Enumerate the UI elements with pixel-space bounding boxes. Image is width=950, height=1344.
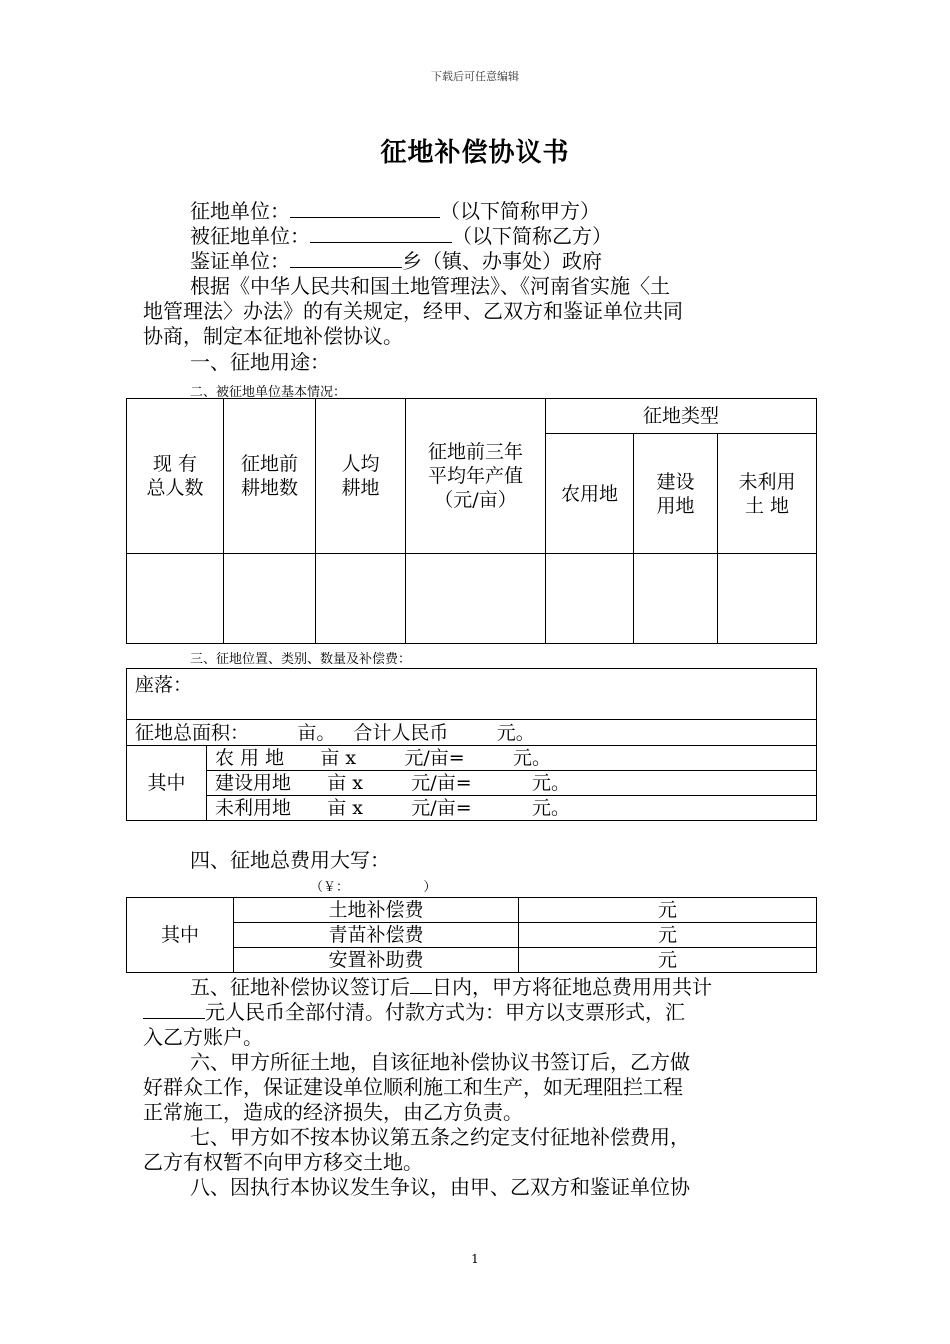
clause-5-line-1 [190,975,712,1000]
section-4-heading: 四、征地总费用大写： [190,848,390,872]
clause-5-text-c: 元人民币全部付清。付款方式为：甲方以支票形式，汇 [205,1000,685,1024]
party-a-blank[interactable] [290,199,440,218]
agri-land-row: 农 用 地 亩 x 元/亩= 元。 [207,746,817,771]
party-a-label: 征地单位： [190,199,290,223]
clause-6-line-3: 正常施工，造成的经济损失，由乙方负责。 [143,1100,523,1124]
section-2-heading: 二、被征地单位基本情况： [190,385,347,400]
party-b-line [190,224,612,249]
cell-unused-land[interactable] [718,554,817,644]
witness-line [190,249,602,274]
fee-table [126,897,817,973]
cell-agri-land[interactable] [546,554,634,644]
cell-construction-land[interactable] [634,554,718,644]
among-label: 其中 [127,746,207,821]
header-avg-output: 征地前三年 平均年产值 （元/亩） [406,399,546,554]
clause-5-line-3: 入乙方账户。 [143,1025,263,1049]
section-1-heading: 一、征地用途： [190,350,330,374]
unused-land-row: 未利用地 亩 x 元/亩= 元。 [207,796,817,821]
clause-8-line-1: 八、因执行本协议发生争议，由甲、乙双方和鉴证单位协 [190,1175,690,1199]
basic-info-table [126,398,817,644]
witness-suffix: 乡（镇、办事处）政府 [402,249,602,273]
fee-item-land: 土地补偿费 [234,898,519,923]
witness-label: 鉴证单位： [190,249,290,273]
clause-6-line-2: 好群众工作，保证建设单位顺利施工和生产，如无理阻拦工程 [143,1075,683,1099]
total-area-row: 征地总面积： 亩。 合计人民币 元。 [127,720,817,746]
cell-per-capita[interactable] [316,554,406,644]
cell-avg-output[interactable] [406,554,546,644]
header-unused-land: 未利用 土 地 [718,434,817,554]
intro-line-3: 协商，制定本征地补偿协议。 [143,324,403,348]
witness-blank[interactable] [290,249,402,268]
section-4-yen: （￥： ） [310,880,437,895]
party-b-label: 被征地单位： [190,224,310,248]
cell-population[interactable] [127,554,224,644]
document-title: 征地补偿协议书 [380,138,570,168]
clause-6-line-1: 六、甲方所征土地，自该征地补偿协议书签订后，乙方做 [190,1050,690,1074]
page-number: 1 [471,1252,479,1266]
party-b-suffix: （以下简称乙方） [452,224,612,248]
clause-5-text-a: 五、征地补偿协议签订后 [190,975,410,999]
construction-land-row: 建设用地 亩 x 元/亩= 元。 [207,771,817,796]
fee-unit-crops: 元 [519,923,817,948]
header-population: 现 有 总人数 [127,399,224,554]
header-construction-land: 建设 用地 [634,434,718,554]
cell-farmland[interactable] [224,554,316,644]
days-blank[interactable] [410,975,432,994]
fee-unit-resettlement: 元 [519,948,817,973]
section-3-heading: 三、征地位置、类别、数量及补偿费： [190,652,412,667]
party-a-suffix: （以下简称甲方） [440,199,600,223]
header-per-capita: 人均 耕地 [316,399,406,554]
header-farmland: 征地前 耕地数 [224,399,316,554]
party-b-blank[interactable] [310,224,452,243]
fee-item-resettlement: 安置补助费 [234,948,519,973]
fee-among-label: 其中 [127,898,234,973]
amount-blank[interactable] [143,1000,205,1019]
fee-unit-land: 元 [519,898,817,923]
header-agri-land: 农用地 [546,434,634,554]
location-cell[interactable]: 座落： [127,669,817,720]
clause-7-line-2: 乙方有权暂不向甲方移交土地。 [143,1150,423,1174]
intro-line-2: 地管理法〉办法》的有关规定，经甲、乙双方和鉴证单位共同 [143,299,683,323]
location-table [126,668,817,821]
clause-7-line-1: 七、甲方如不按本协议第五条之约定支付征地补偿费用， [190,1125,690,1149]
party-a-line [190,199,600,224]
header-land-type: 征地类型 [546,399,817,434]
intro-line-1: 根据《中华人民共和国土地管理法》、《河南省实施〈土 [190,274,670,298]
fee-item-crops: 青苗补偿费 [234,923,519,948]
clause-5-line-2 [143,1000,685,1025]
clause-5-text-b: 日内，甲方将征地总费用用共计 [432,975,712,999]
page-header: 下载后可任意编辑 [431,70,519,83]
